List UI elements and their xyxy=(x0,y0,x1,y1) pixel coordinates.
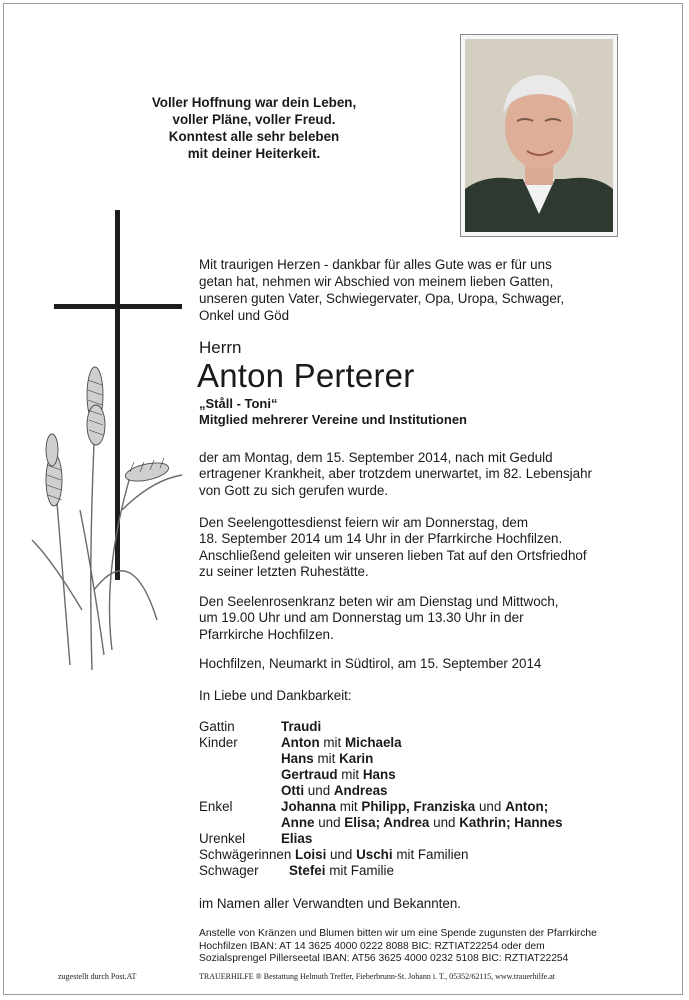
family-names: Traudi xyxy=(281,719,322,734)
conjunction: mit xyxy=(323,735,342,750)
paragraph-line: von Gott zu sich gerufen wurde. xyxy=(199,482,389,498)
family-name: Uschi xyxy=(356,847,393,862)
relation-label: Gattin xyxy=(199,719,235,734)
family-name: Hans xyxy=(362,767,396,782)
paragraph-line: 18. September 2014 um 14 Uhr in der Pfarrkirche Hochfilzen. xyxy=(199,531,563,547)
paragraph-line: Anschließend geleiten wir unseren lieben Tat auf den Ortsfriedhof xyxy=(199,547,587,563)
cross-icon xyxy=(22,210,192,680)
family-name: Philipp, Franziska xyxy=(361,799,476,814)
nickname: „Ståll - Toni“ xyxy=(199,396,278,411)
memberships: Mitglied mehrerer Vereine und Institutionen xyxy=(199,412,467,427)
family-name: Elisa; Andrea xyxy=(344,815,430,830)
family-row-kinder xyxy=(199,767,396,783)
intro-line: unseren guten Vater, Schwiegervater, Opa, Uropa, Schwager, xyxy=(199,291,565,306)
relation-label: Schwägerinnen xyxy=(199,847,292,862)
family-name: Andreas xyxy=(333,783,388,798)
family-name: Karin xyxy=(339,751,374,766)
mass-paragraph xyxy=(199,515,587,581)
family-name: Anton; xyxy=(505,799,549,814)
family-name: Kathrin; Hannes xyxy=(459,815,563,830)
family-row-kinder xyxy=(199,735,402,751)
family-row-enkel xyxy=(199,815,563,831)
conjunction: und xyxy=(433,815,456,830)
intro-line: getan hat, nehmen wir Abschied von meinem lieben Gatten, xyxy=(199,274,554,289)
paragraph-line: Den Seelenrosenkranz beten wir am Dienstag und Mittwoch, xyxy=(199,594,559,609)
family-name: Hans xyxy=(281,751,314,766)
conjunction: mit xyxy=(341,767,360,782)
paragraph-line: der am Montag, dem 15. September 2014, nach mit Geduld xyxy=(199,450,553,465)
conjunction: und xyxy=(478,799,502,814)
paragraph-line: Pfarrkirche Hochfilzen. xyxy=(199,626,334,642)
rosary-paragraph xyxy=(199,594,559,643)
family-row-kinder xyxy=(199,783,387,799)
family-name: Stefei xyxy=(289,863,326,878)
poem-line: Voller Hoffnung war dein Leben, xyxy=(151,95,357,110)
death-paragraph xyxy=(199,450,592,499)
paragraph-line: ertragener Krankheit, aber trotzdem unerwartet, im 82. Lebensjahr xyxy=(199,466,592,482)
family-name: Anton xyxy=(281,735,320,750)
relation-label: Enkel xyxy=(199,799,233,814)
place-and-date: Hochfilzen, Neumarkt in Südtirol, am 15. September 2014 xyxy=(199,656,542,671)
donation-request xyxy=(199,928,597,966)
funeral-home-footer: TRAUERHILFE ® Bestattung Helmuth Treffer, Fieberbrunn-St. Johann i. T., 05352/62115, www.trauerhilfe.at xyxy=(199,972,556,981)
donation-line: Anstelle von Kränzen und Blumen bitten wir um eine Spende zugunsten der Pfarrkirche xyxy=(199,928,597,939)
poem-line: Konntest alle sehr beleben xyxy=(168,129,340,144)
family-row-gattin xyxy=(199,719,321,735)
donation-line: Hochfilzen IBAN: AT 14 3625 4000 0222 8088 BIC: RZTIAT22254 oder dem xyxy=(199,940,545,952)
family-row-schwager xyxy=(199,863,394,879)
family-names: Elias xyxy=(281,831,313,846)
conjunction: und xyxy=(330,847,353,862)
donation-line: Sozialsprengel Pillerseetal IBAN: AT56 3625 4000 0232 5108 BIC: RZTIAT22254 xyxy=(199,953,569,965)
family-row-schwaegerinnen xyxy=(199,847,468,863)
love-line: In Liebe und Dankbarkeit: xyxy=(199,688,352,703)
deceased-name: Anton Perterer xyxy=(197,357,415,394)
conjunction: und xyxy=(318,815,341,830)
conjunction: und xyxy=(307,783,331,798)
conjunction: mit xyxy=(317,751,336,766)
conjunction: mit Familien xyxy=(396,847,469,862)
family-name: Johanna xyxy=(281,799,337,814)
delivery-note: zugestellt durch Post.AT xyxy=(58,972,137,981)
wheat-icon xyxy=(32,385,182,670)
poem-line: voller Pläne, voller Freud. xyxy=(172,112,336,127)
paragraph-line: Den Seelengottesdienst feiern wir am Donnerstag, dem xyxy=(199,515,528,530)
poem xyxy=(120,94,388,162)
conjunction: mit xyxy=(339,799,358,814)
family-row-urenkel xyxy=(199,831,312,847)
family-name: Otti xyxy=(281,783,305,798)
salutation: Herrn xyxy=(199,338,242,357)
poem-line: mit deiner Heiterkeit. xyxy=(187,146,321,161)
family-name: Michaela xyxy=(345,735,402,750)
portrait-photo-illustration xyxy=(465,39,613,232)
relation-label: Kinder xyxy=(199,735,238,750)
family-row-enkel xyxy=(199,799,548,815)
portrait-photo xyxy=(460,34,618,237)
cross-with-wheat xyxy=(22,210,192,685)
intro-line: Mit traurigen Herzen - dankbar für alles Gute was er für uns xyxy=(199,257,552,272)
conjunction: mit Familie xyxy=(329,863,394,878)
intro-text xyxy=(199,256,619,324)
closing-line: im Namen aller Verwandten und Bekannten. xyxy=(199,896,462,911)
family-row-kinder xyxy=(199,751,373,767)
family-name: Loisi xyxy=(295,847,327,862)
family-name: Anne xyxy=(281,815,315,830)
relation-label: Urenkel xyxy=(199,831,246,846)
paragraph-line: um 19.00 Uhr und am Donnerstag um 13.30 Uhr in der xyxy=(199,610,524,626)
family-name: Gertraud xyxy=(281,767,338,782)
intro-line: Onkel und Göd xyxy=(199,308,290,323)
paragraph-line: zu seiner letzten Ruhestätte. xyxy=(199,564,369,580)
relation-label: Schwager xyxy=(199,863,259,878)
